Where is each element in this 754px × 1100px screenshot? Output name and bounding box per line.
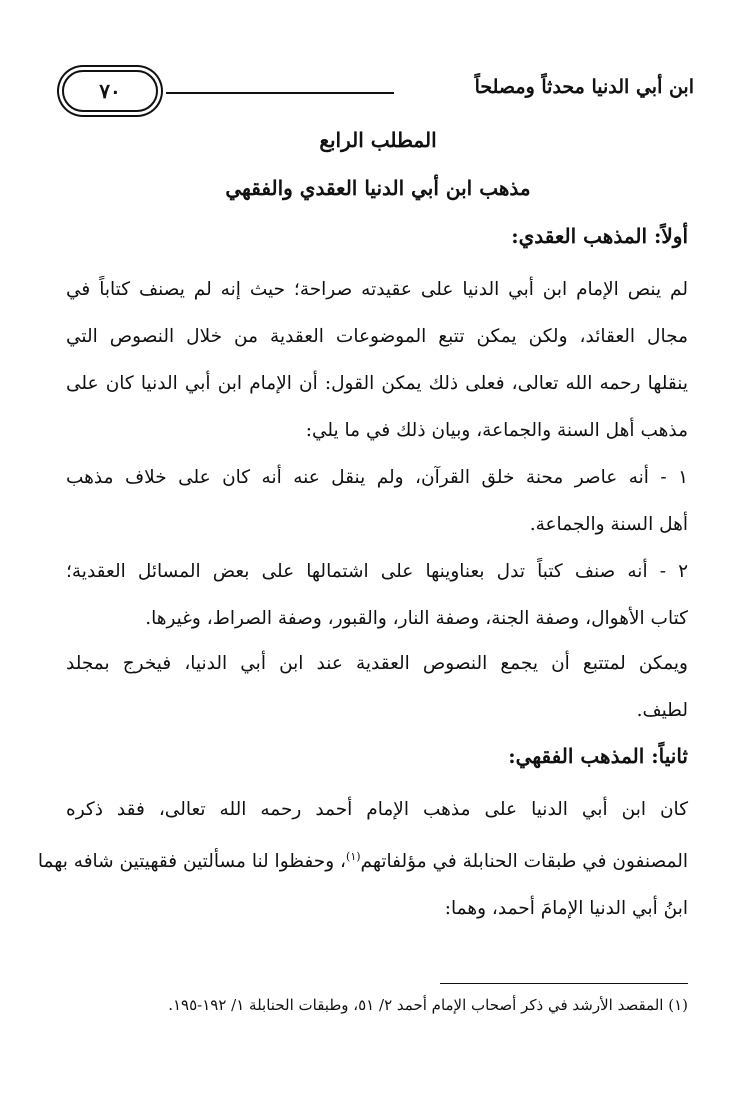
footnote-separator xyxy=(440,983,688,984)
text-line xyxy=(37,833,688,885)
footnote: (١) المقصد الأرشد في ذكر أصحاب الإمام أحمد ٢/ ٥١، وطبقات الحنابلة ١/ ١٩٢-١٩٥. xyxy=(168,996,688,1014)
header-rule xyxy=(166,92,394,94)
text-line: لطيف. xyxy=(636,700,688,721)
running-title: ابن أبي الدنيا محدثاً ومصلحاً xyxy=(474,76,694,98)
section-title: المطلب الرابع xyxy=(319,128,437,152)
text-line: ٢ - أنه صنف كتباً تدل بعناوينها على اشتمالها على بعض المسائل العقدية؛ xyxy=(66,561,688,582)
text-segment: ، وحفظوا لنا مسألتين فقهيتين شافه بهما xyxy=(37,851,347,873)
section-subtitle: مذهب ابن أبي الدنيا العقدي والفقهي xyxy=(225,176,531,200)
text-line: ويمكن لمتتبع أن يجمع النصوص العقدية عند ابن أبي الدنيا، فيخرج بمجلد xyxy=(66,653,688,674)
text-line: ١ - أنه عاصر محنة خلق القرآن، ولم ينقل عنه أنه كان على خلاف مذهب xyxy=(66,467,688,488)
part2-paragraph xyxy=(37,786,688,932)
part1-closing-paragraph xyxy=(66,640,688,734)
list-item-1 xyxy=(66,454,688,548)
text-line: أهل السنة والجماعة. xyxy=(529,514,688,535)
text-line: كتاب الأهوال، وصفة الجنة، وصفة النار، والقبور، وصفة الصراط، وغيرها. xyxy=(145,608,688,629)
text-line: كان ابن أبي الدنيا على مذهب الإمام أحمد رحمه الله تعالى، فقد ذكره xyxy=(66,799,688,820)
text-segment: المصنفون في طبقات الحنابلة في مؤلفاتهم xyxy=(360,851,688,873)
list-item-2 xyxy=(66,548,688,642)
text-line: مذهب أهل السنة والجماعة، وبيان ذلك في ما يلي: xyxy=(305,420,688,441)
footnote-reference[interactable]: (١) xyxy=(346,850,361,863)
page-header xyxy=(62,66,694,114)
part1-paragraph xyxy=(66,266,688,454)
text-line: ابنُ أبي الدنيا الإمامَ أحمد، وهما: xyxy=(444,898,688,920)
part2-heading: ثانياً: المذهب الفقهي: xyxy=(508,744,688,768)
part1-heading: أولاً: المذهب العقدي: xyxy=(511,224,688,248)
text-line: مجال العقائد، ولكن يمكن تتبع الموضوعات العقدية من خلال النصوص التي xyxy=(66,326,688,347)
text-line: ينقلها رحمه الله تعالى، فعلى ذلك يمكن القول: أن الإمام ابن أبي الدنيا كان على xyxy=(66,373,688,394)
page-number: ٧٠ xyxy=(62,70,158,112)
text-line: لم ينص الإمام ابن أبي الدنيا على عقيدته صراحة؛ حيث إنه لم يصنف كتاباً في xyxy=(66,279,688,300)
